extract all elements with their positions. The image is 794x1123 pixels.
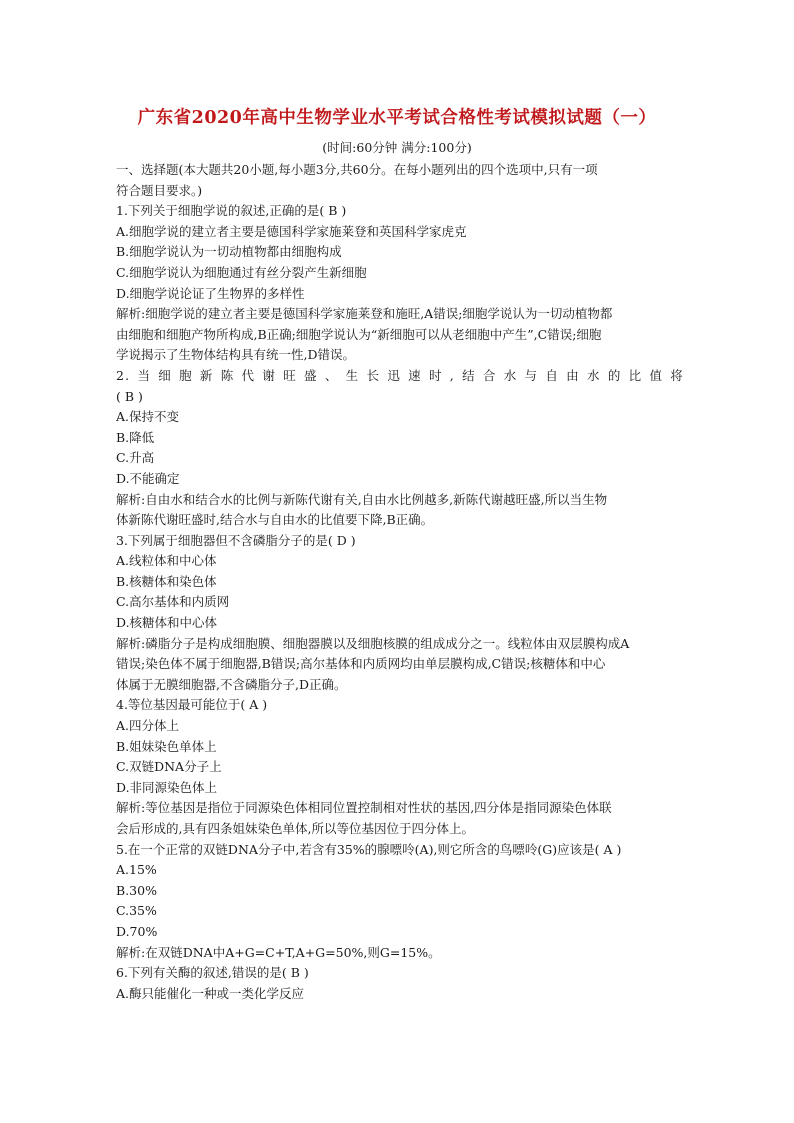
question-answer: ( B ) <box>116 388 143 404</box>
explanation: 由细胞和细胞产物所构成,B正确;细胞学说认为“新细胞可以从老细胞中产生”,C错误;细胞 <box>116 326 602 342</box>
option-b: B.30% <box>116 882 157 898</box>
option-c: C.双链DNA分子上 <box>116 759 222 775</box>
explanation: 体新陈代谢旺盛时,结合水与自由水的比值要下降,B正确。 <box>116 512 434 528</box>
question-stem: 1.下列关于细胞学说的叙述,正确的是( B ) <box>116 203 347 219</box>
explanation: 解析:等位基因是指位于同源染色体相同位置控制相对性状的基因,四分体是指同源染色体联 <box>116 800 612 816</box>
option-d: D.非同源染色体上 <box>116 779 218 795</box>
explanation: 解析:磷脂分子是构成细胞膜、细胞器膜以及细胞核膜的组成成分之一。线粒体由双层膜构成A <box>116 635 630 651</box>
explanation: 错误;染色体不属于细胞器,B错误;高尔基体和内质网均由单层膜构成,C错误;核糖体和中心 <box>116 656 606 672</box>
section-instruction: 符合题目要求。) <box>116 182 203 198</box>
option-d: D.不能确定 <box>116 470 180 486</box>
explanation: 解析:细胞学说的建立者主要是德国科学家施莱登和施旺,A错误;细胞学说认为一切动植物都 <box>116 306 613 322</box>
document-title: 广东省2020年高中生物学业水平考试合格性考试模拟试题（一） <box>137 108 657 128</box>
question-stem: 6.下列有关酶的叙述,错误的是( B ) <box>116 965 309 981</box>
option-c: C.高尔基体和内质网 <box>116 594 230 610</box>
option-a: A.15% <box>116 862 157 878</box>
exam-info: (时间:60分钟 满分:100分) <box>322 140 472 155</box>
section-instruction: 一、选择题(本大题共20小题,每小题3分,共60分。在每小题列出的四个选项中,只有一项 <box>116 162 598 177</box>
option-c: C.35% <box>116 903 157 919</box>
explanation: 体属于无膜细胞器,不含磷脂分子,D正确。 <box>116 676 347 692</box>
option-c: C.细胞学说认为细胞通过有丝分裂产生新细胞 <box>116 264 367 280</box>
option-d: D.细胞学说论证了生物界的多样性 <box>116 285 305 301</box>
explanation: 会后形成的,具有四条姐妹染色单体,所以等位基因位于四分体上。 <box>116 821 474 836</box>
option-d: D.70% <box>116 923 158 939</box>
explanation: 解析:自由水和结合水的比例与新陈代谢有关,自由水比例越多,新陈代谢越旺盛,所以当生物 <box>116 491 608 507</box>
explanation: 学说揭示了生物体结构具有统一性,D错误。 <box>116 347 355 363</box>
question-stem: 5.在一个正常的双链DNA分子中,若含有35%的腺嘌呤(A),则它所含的鸟嘌呤(G)应该是( A ) <box>116 841 622 857</box>
option-b: B.细胞学说认为一切动植物都由细胞构成 <box>116 244 342 260</box>
explanation: 解析:在双链DNA中A+G=C+T,A+G=50%,则G=15%。 <box>116 944 441 960</box>
document-body <box>116 160 684 1004</box>
option-c: C.升高 <box>116 450 155 466</box>
option-a: A.酶只能催化一种或一类化学反应 <box>116 985 305 1001</box>
option-a: A.线粒体和中心体 <box>116 553 217 569</box>
question-stem: 2.当细胞新陈代谢旺盛、生长迅速时,结合水与自由水的比值将 <box>116 367 684 383</box>
option-a: A.保持不变 <box>116 409 180 425</box>
option-a: A.细胞学说的建立者主要是德国科学家施莱登和英国科学家虎克 <box>116 223 467 239</box>
option-b: B.核糖体和染色体 <box>116 573 217 589</box>
question-stem: 3.下列属于细胞器但不含磷脂分子的是( D ) <box>116 532 356 548</box>
option-a: A.四分体上 <box>116 718 180 734</box>
option-b: B.姐妹染色单体上 <box>116 738 217 754</box>
option-d: D.核糖体和中心体 <box>116 615 218 631</box>
question-stem: 4.等位基因最可能位于( A ) <box>116 697 268 713</box>
option-b: B.降低 <box>116 429 155 445</box>
